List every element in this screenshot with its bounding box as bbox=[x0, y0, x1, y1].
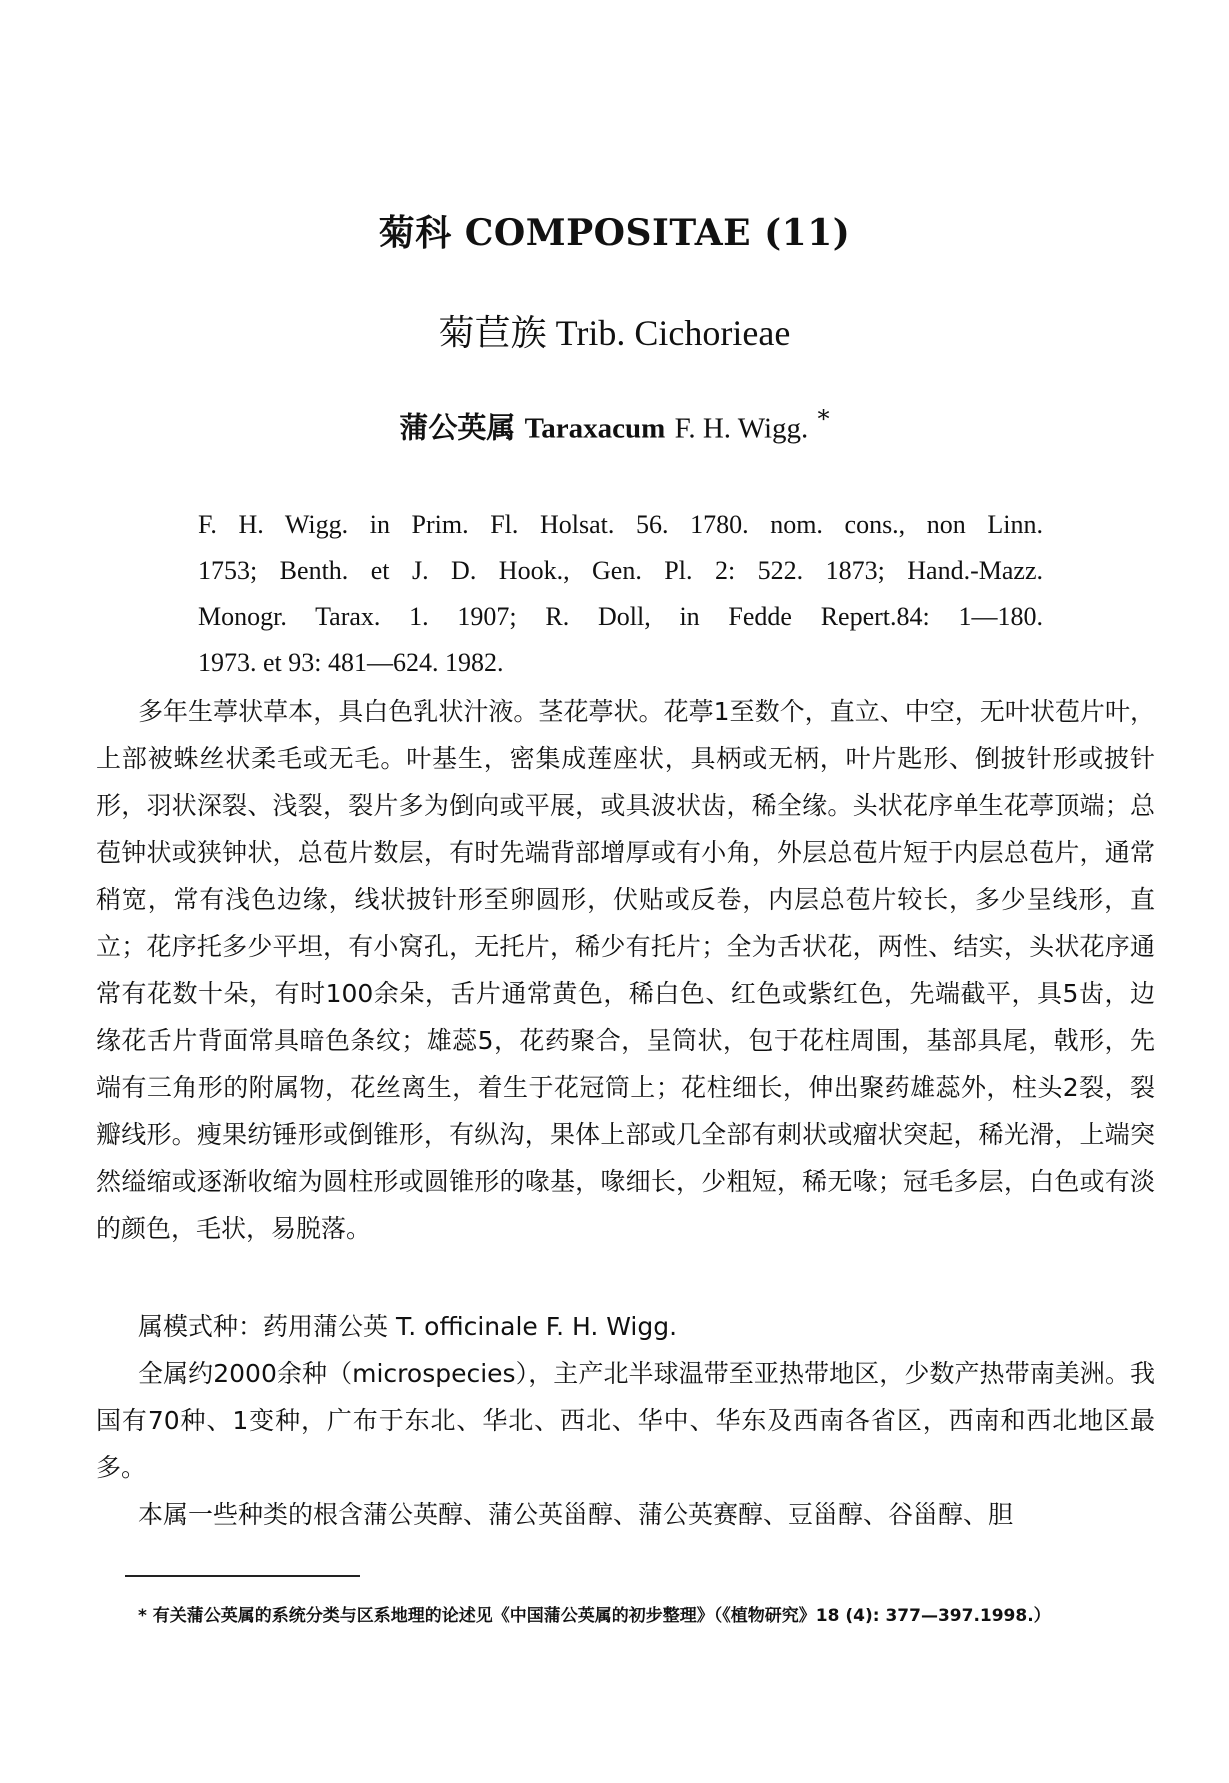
genus-author: F. H. Wigg. bbox=[674, 412, 809, 445]
type-species-paragraph: 属模式种：药用蒲公英 T. officinale F. H. Wigg. bbox=[138, 1312, 678, 1341]
citation-line: Monogr. Tarax. 1. 1907; R. Doll, in Fedde Repert.84: 1—180. bbox=[198, 602, 1043, 631]
citation-line: 1753; Benth. et J. D. Hook., Gen. Pl. 2: 522. 1873; Hand.-Mazz. bbox=[198, 556, 1043, 585]
genus-title bbox=[0, 405, 1229, 447]
genus-latin-name: Taraxacum bbox=[524, 412, 666, 445]
family-title: 菊科 COMPOSITAE (11) bbox=[378, 212, 851, 254]
genus-footnote-mark: * bbox=[817, 405, 830, 433]
distribution-paragraph: 全属约2000余种（microspecies），主产北半球温带至亚热带地区，少数产热带南美洲。我国有70种、1变种，广布于东北、华北、西北、华中、华东及西南各省区，西南和西北地区最多。 bbox=[96, 1359, 1155, 1482]
genus-description-paragraph: 多年生葶状草本，具白色乳状汁液。茎花葶状。花葶1至数个，直立、中空，无叶状苞片叶，上部被蛛丝状柔毛或无毛。叶基生，密集成莲座状，具柄或无柄，叶片匙形、倒披针形或披针形，羽状深裂、浅裂，裂片多为倒向或平展，或具波状齿，稀全缘。头状花序单生花葶顶端；总苞钟状或狭钟状，总苞片数层，有时先端背部增厚或有小角，外层总苞片短于内层总苞片，通常稍宽，常有浅色边缘，线状披针形至卵圆形，伏贴或反卷，内层总苞片较长，多少呈线形，直立；花序托多少平坦，有小窝孔，无托片，稀少有托片；全为舌状花，两性、结实，头状花序通常有花数十朵，有时100余朵，舌片通常黄色，稀白色、红色或紫红色，先端截平，具5齿，边缘花舌片背面常具暗色条纹；雄蕊5，花药聚合，呈筒状，包于花柱周围，基部具尾，戟形，先端有三角形的附属物，花丝离生，着生于花冠筒上；花柱细长，伸出聚药雄蕊外，柱头2裂，裂瓣线形。瘦果纺锤形或倒锥形，有纵沟，果体上部或几全部有刺状或瘤状突起，稀光滑，上端突然缢缩或逐渐收缩为圆柱形或圆锥形的喙基，喙细长，少粗短，稀无喙；冠毛多层，白色或有淡的颜色，毛状，易脱落。 bbox=[96, 697, 1155, 1243]
tribe-title: 菊苣族 Trib. Cichorieae bbox=[438, 313, 791, 353]
footnote: * 有关蒲公英属的系统分类与区系地理的论述见《中国蒲公英属的初步整理》（《植物研究》18 (4): 377—397.1998.） bbox=[138, 1606, 1051, 1626]
nomenclature-citation bbox=[198, 502, 1043, 686]
footnote-divider bbox=[125, 1575, 360, 1577]
citation-line: F. H. Wigg. in Prim. Fl. Holsat. 56. 1780. nom. cons., non Linn. bbox=[198, 510, 1043, 539]
genus-chinese-name: 蒲公英属 bbox=[399, 410, 516, 445]
citation-line: 1973. et 93: 481—624. 1982. bbox=[198, 648, 504, 677]
chemistry-paragraph: 本属一些种类的根含蒲公英醇、蒲公英甾醇、蒲公英赛醇、豆甾醇、谷甾醇、胆 bbox=[138, 1500, 1014, 1529]
